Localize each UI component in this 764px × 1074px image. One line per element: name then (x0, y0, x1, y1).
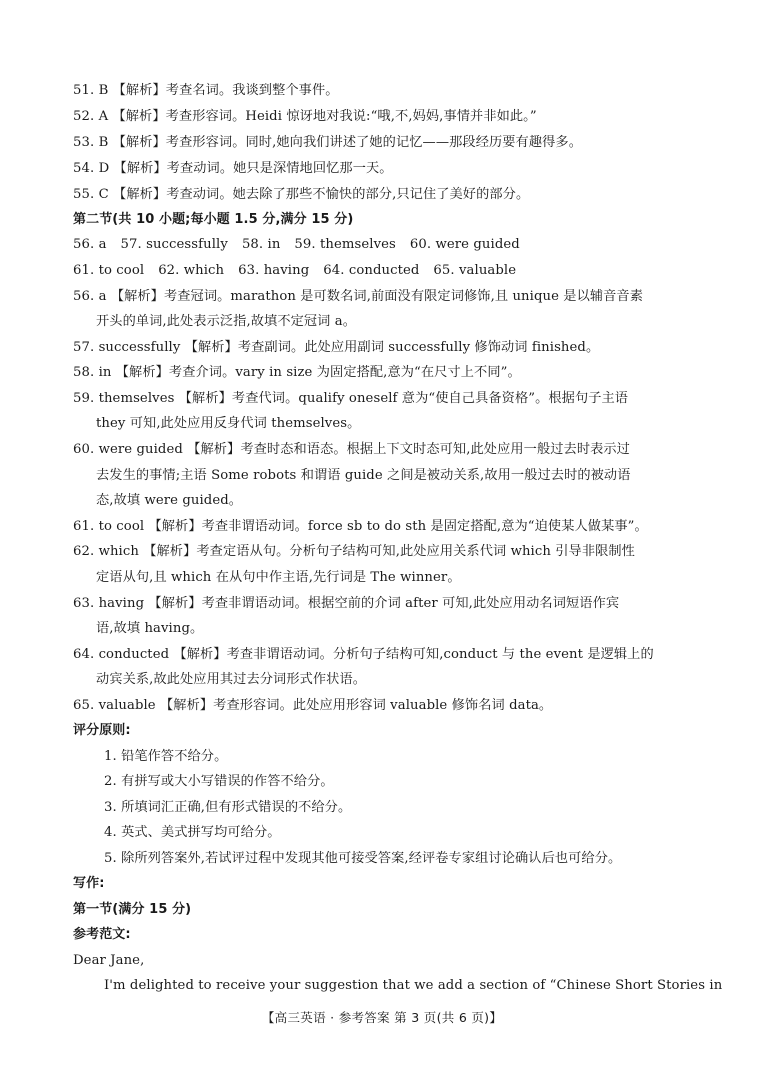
answer-59-brief: 59. themselves (294, 237, 396, 252)
answer-56-brief: 56. a (73, 237, 107, 252)
answers-56-60 (73, 236, 695, 254)
answer-61-brief: 61. to cool (73, 263, 145, 278)
scoring-rule-4: 4. 英式、美式拼写均可给分。 (104, 825, 281, 840)
explain-65: 65. valuable 【解析】考查形容词。此处应用形容词 valuable 修饰名词 data。 (73, 698, 553, 713)
explain-61: 61. to cool 【解析】考查非谓语动词。force sb to do sth 是固定搭配,意为“迫使某人做某事”。 (73, 519, 648, 534)
answer-63-brief: 63. having (238, 263, 310, 278)
answer-64-brief: 64. conducted (323, 263, 420, 278)
section2-heading: 第二节(共 10 小题;每小题 1.5 分,满分 15 分) (73, 212, 354, 227)
writing-heading: 写作: (73, 876, 105, 891)
explain-60-line1: 60. were guided 【解析】考查时态和语态。根据上下文时态可知,此处应用一般过去时表示过 (73, 442, 630, 457)
answer-51: 51. B 【解析】考查名词。我谈到整个事件。 (73, 83, 339, 98)
answer-57-brief: 57. successfully (120, 237, 228, 252)
scoring-rule-2: 2. 有拼写或大小写错误的作答不给分。 (104, 774, 334, 789)
essay-first-line: I'm delighted to receive your suggestion that we add a section of “Chinese Short Stories in (104, 978, 723, 993)
explain-56-line2: 开头的单词,此处表示泛指,故填不定冠词 a。 (96, 314, 357, 329)
explain-63-line1: 63. having 【解析】考查非谓语动词。根据空前的介词 after 可知,此处应用动名词短语作宾 (73, 596, 620, 611)
scoring-heading: 评分原则: (73, 723, 131, 738)
scoring-rule-5: 5. 除所列答案外,若试评过程中发现其他可接受答案,经评卷专家组讨论确认后也可给分。 (104, 851, 622, 866)
answer-65-brief: 65. valuable (433, 263, 517, 278)
answer-53: 53. B 【解析】考查形容词。同时,她向我们讲述了她的记忆——那段经历要有趣得多。 (73, 135, 582, 150)
scoring-rule-1: 1. 铅笔作答不给分。 (104, 749, 228, 764)
sample-essay-heading: 参考范文: (73, 927, 131, 942)
answers-61-65 (73, 262, 695, 280)
answer-62-brief: 62. which (158, 263, 225, 278)
explain-59-line1: 59. themselves 【解析】考查代词。qualify oneself 意为“使自己具备资格”。根据句子主语 (73, 391, 629, 406)
essay-greeting: Dear Jane, (73, 953, 145, 968)
scoring-rule-3: 3. 所填词汇正确,但有形式错误的不给分。 (104, 800, 352, 815)
explain-60-line2: 去发生的事情;主语 Some robots 和谓语 guide 之间是被动关系,故用一般过去时的被动语 (96, 468, 631, 483)
explain-59-line2: they 可知,此处应用反身代词 themselves。 (96, 416, 361, 431)
explain-60-line3: 态,故填 were guided。 (96, 493, 243, 508)
answer-60-brief: 60. were guided (409, 237, 520, 252)
page-footer: 【高三英语 · 参考答案 第 3 页(共 6 页)】 (261, 1010, 503, 1025)
answer-55: 55. C 【解析】考查动词。她去除了那些不愉快的部分,只记住了美好的部分。 (73, 187, 530, 202)
answer-52: 52. A 【解析】考查形容词。Heidi 惊讶地对我说:“哦,不,妈妈,事情并非如此。” (73, 109, 537, 124)
writing-section1-heading: 第一节(满分 15 分) (73, 902, 192, 917)
explain-64-line2: 动宾关系,故此处应用其过去分词形式作状语。 (96, 672, 367, 687)
explain-57: 57. successfully 【解析】考查副词。此处应用副词 successfully 修饰动词 finished。 (73, 340, 600, 355)
answer-54: 54. D 【解析】考查动词。她只是深情地回忆那一天。 (73, 161, 393, 176)
explain-64-line1: 64. conducted 【解析】考查非谓语动词。分析句子结构可知,conduct 与 the event 是逻辑上的 (73, 647, 654, 662)
explain-63-line2: 语,故填 having。 (96, 621, 204, 636)
explain-56-line1: 56. a 【解析】考查冠词。marathon 是可数名词,前面没有限定词修饰,且 unique 是以辅音音素 (73, 289, 644, 304)
explain-62-line2: 定语从句,且 which 在从句中作主语,先行词是 The winner。 (96, 570, 461, 585)
answer-58-brief: 58. in (241, 237, 281, 252)
explain-58: 58. in 【解析】考查介词。vary in size 为固定搭配,意为“在尺寸上不同”。 (73, 365, 521, 380)
explain-62-line1: 62. which 【解析】考查定语从句。分析句子结构可知,此处应用关系代词 which 引导非限制性 (73, 544, 635, 559)
